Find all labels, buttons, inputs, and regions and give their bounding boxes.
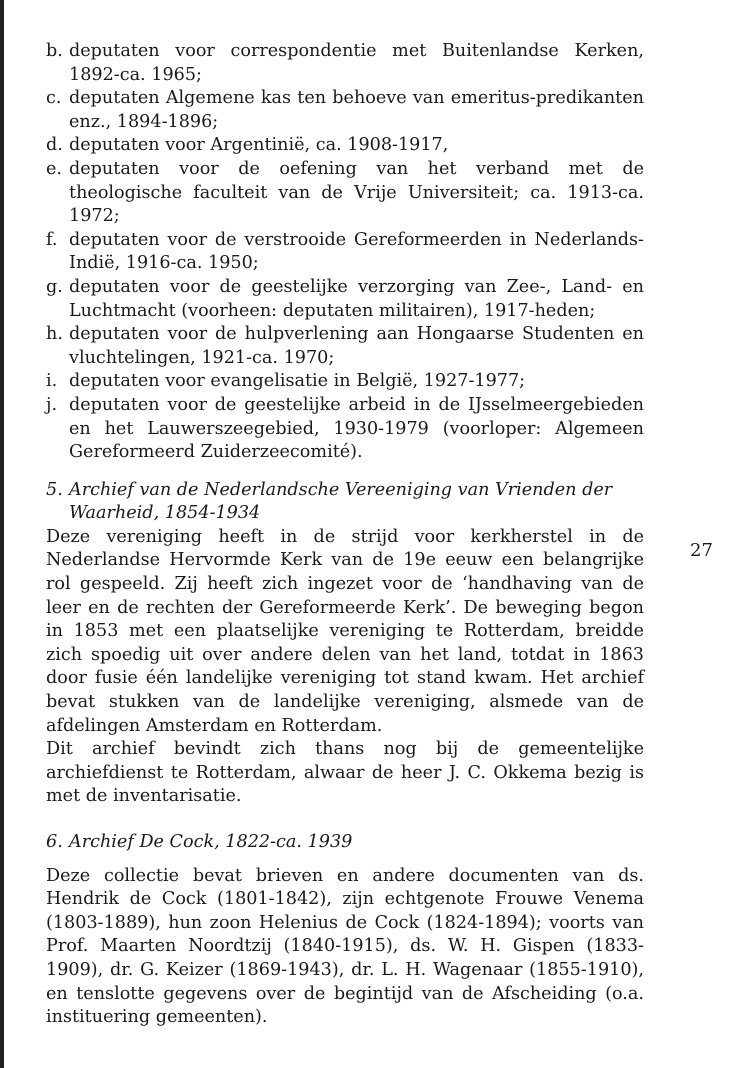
list-item-text: deputaten voor de oefening van het verband met de theologische faculteit van de Vrije Universiteit; ca. 1913-ca. 1972;	[69, 158, 644, 227]
section-6-number: 6.	[46, 832, 63, 852]
section-5-number: 5.	[46, 479, 63, 500]
list-item-text: deputaten Algemene kas ten behoeve van emeritus-predikanten enz., 1894-1896;	[69, 88, 644, 132]
list-item-label: d.	[46, 135, 63, 156]
list-item	[46, 158, 644, 229]
list-item-label: h.	[46, 324, 63, 345]
section-6-heading	[46, 831, 644, 855]
list-item-text: deputaten voor de geestelijke verzorging van Zee-, Land- en Luchtmacht (voorheen: deputaten militairen), 1917-heden;	[69, 276, 644, 321]
section-6-paragraph-1: Deze collectie bevat brieven en andere documenten van ds. Hendrik de Cock (1801-1842), zijn echtgenote Frouwe Venema (1803-1889), hun zoon Helenius de Cock (1824-1894); voorts van Prof. Maarten Noordtzij (1840-1915), ds. W. H. Gispen (1833-1909), dr. G. Keizer (1869-1943), dr. L. H. Wagenaar (1855-1910), en tenslotte gegevens over de begintijd van de Afscheiding (o.a. instituering gemeenten).	[46, 865, 644, 1028]
list-item	[46, 370, 644, 394]
list-item	[46, 40, 644, 87]
deputaten-list	[46, 40, 644, 465]
page-edge-rule	[0, 0, 4, 1068]
list-item-label: j.	[46, 394, 58, 415]
section-5-heading	[46, 479, 644, 526]
list-item	[46, 323, 644, 370]
section-5-paragraph-2: Dit archief bevindt zich thans nog bij de gemeentelijke archiefdienst te Rotterdam, alwaar de heer J. C. Okkema bezig is met de inventarisatie.	[46, 739, 644, 807]
list-item-text: deputaten voor de verstrooide Gereformeerden in Nederlands-Indië, 1916-ca. 1950;	[69, 229, 644, 274]
list-item	[46, 87, 644, 134]
list-item-label: i.	[46, 371, 58, 392]
page-number: 27	[690, 540, 713, 561]
list-item-text: deputaten voor de hulpverlening aan Hongaarse Studenten en vluchtelingen, 1921-ca. 1970;	[69, 324, 644, 368]
list-item-label: c.	[46, 88, 62, 109]
section-6-title: Archief De Cock, 1822-ca. 1939	[69, 832, 353, 852]
list-item	[46, 394, 644, 465]
list-item-label: b.	[46, 41, 63, 61]
list-item-label: f.	[46, 229, 58, 250]
list-item-label: e.	[46, 158, 63, 179]
list-item-text: deputaten voor Argentinië, ca. 1908-1917,	[69, 135, 449, 156]
list-item-text: deputaten voor de geestelijke arbeid in de IJsselmeergebieden en het Lauwerszeegebied, 1930-1979 (voorloper: Algemeen Gereformeerd Zuiderzeecomité).	[69, 394, 644, 463]
list-item-label: g.	[46, 276, 63, 297]
document-page	[46, 40, 644, 1030]
list-item	[46, 229, 644, 276]
list-item-text: deputaten voor evangelisatie in België, 1927-1977;	[69, 371, 526, 392]
list-item	[46, 134, 644, 158]
list-item-text: deputaten voor correspondentie met Buitenlandse Kerken, 1892-ca. 1965;	[69, 41, 644, 85]
section-5-paragraph-1: Deze vereniging heeft in de strijd voor kerkherstel in de Nederlandse Hervormde Kerk van de 19e eeuw een belangrijke rol gespeeld. Zij heeft zich ingezet voor de ‘handhaving van de leer en de rechten der Gereformeerde Kerk’. De beweging begon in 1853 met een plaatselijke vereniging te Rotterdam, breidde zich spoedig uit over andere delen van het land, totdat in 1863 door fusie één landelijke vereniging tot stand kwam. Het archief bevat stukken van de landelijke vereniging, alsmede van de afdelingen Amsterdam en Rotterdam.	[46, 526, 644, 736]
section-5-title: Archief van de Nederlandsche Vereeniging van Vrienden der Waarheid, 1854-1934	[69, 479, 613, 524]
list-item	[46, 276, 644, 323]
